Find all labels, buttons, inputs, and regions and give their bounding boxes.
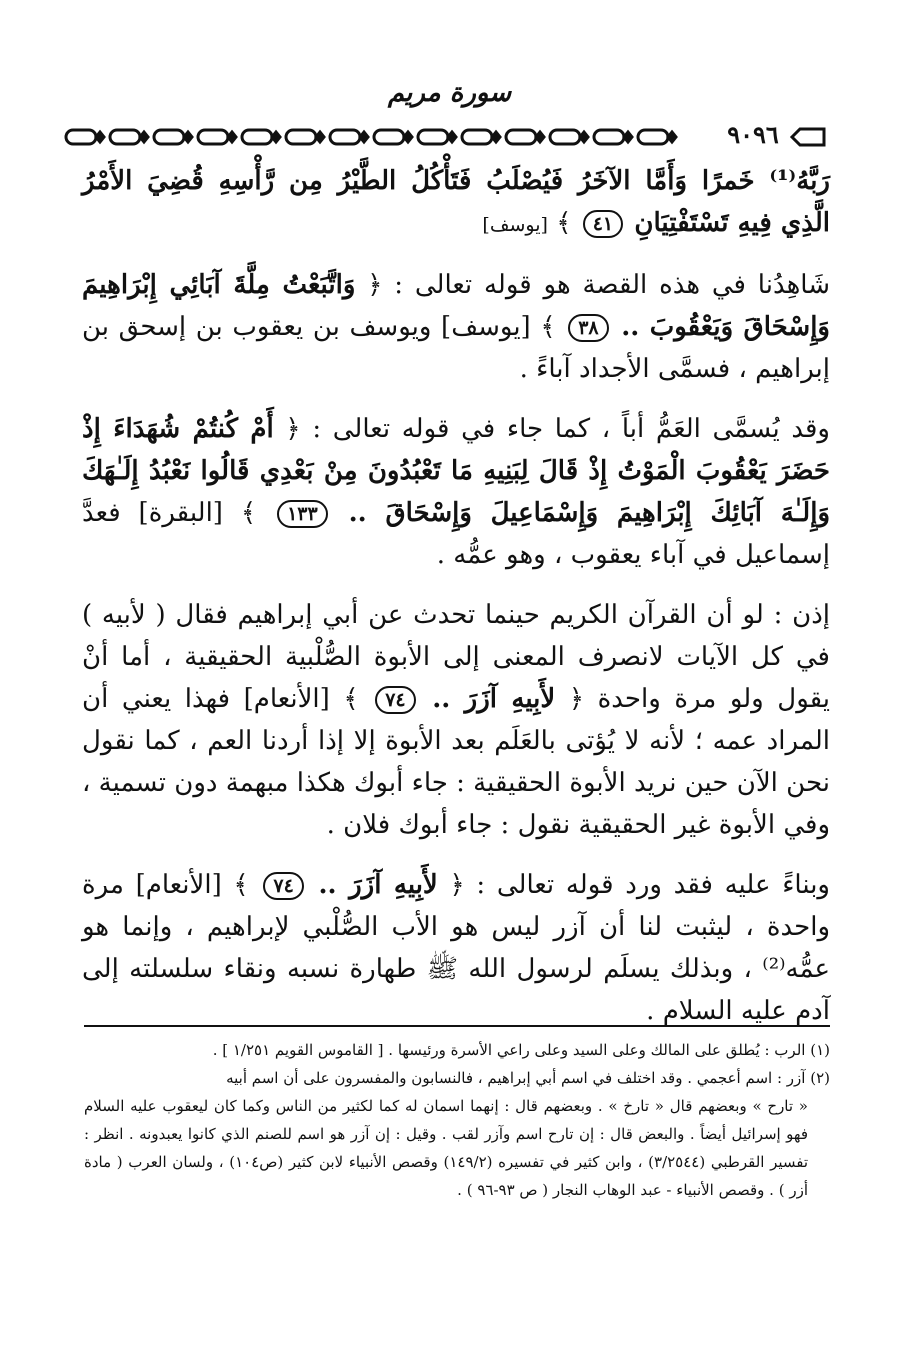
text-segment: شَاهِدُنا في هذه القصة هو قوله تعالى : ﴿ <box>367 270 831 300</box>
text-segment: إذن : لو أن القرآن الكريم حينما تحدث عن أبي إبراهيم فقال ( لأبيه ) في كل الآيات لانصرف المعنى إلى الأبوة الصُّلْبية الحقيقية ، أما أنْ يقول ولو مرة واحدة ﴿ <box>82 600 831 714</box>
chain-diamond <box>272 132 280 142</box>
text-segment: ﴾ [البقرة] فعدَّ إسماعيل في آباء يعقوب ، وهو عمُّه . <box>82 498 830 570</box>
ayah-number-badge: ٣٨ <box>568 314 608 342</box>
chain-link <box>638 130 668 144</box>
text-segment: ﴾ [الأنعام] مرة واحدة ، ليثبت لنا أن آزر ليس هو الأب الصُّلْبي لإبراهيم ، وإنما هو عمُّه⁽²⁾ ، وبذلك يسلَم لرسول الله ﷺ طهارة نسبه ونقاء سلسلته إلى آدم عليه السلام . <box>82 870 830 1026</box>
chain-link <box>462 130 492 144</box>
paragraph-2 <box>82 264 830 390</box>
chain-diamond <box>536 132 544 142</box>
chain-link <box>154 130 184 144</box>
chain-link <box>66 130 96 144</box>
chain-diamond <box>360 132 368 142</box>
chain-diamond <box>624 132 632 142</box>
footnotes <box>84 1036 830 1204</box>
chain-diamond <box>228 132 236 142</box>
page-number: ٩٠٩٦ <box>727 120 779 149</box>
chain-diamond <box>668 132 676 142</box>
footnote-1: (١) الرب : يُطلق على المالك وعلى السيد وعلى راعي الأسرة ورئيسها . [ القاموس القويم ١/٢٥١ ] . <box>212 1041 830 1059</box>
chain-link <box>550 130 580 144</box>
paragraph-3 <box>82 408 830 576</box>
chain-diamond <box>96 132 104 142</box>
chain-link <box>286 130 316 144</box>
chain-link <box>594 130 624 144</box>
surah-reference: [يوسف] <box>482 214 548 236</box>
chain-link <box>506 130 536 144</box>
chain-diamond <box>316 132 324 142</box>
chain-diamond <box>140 132 148 142</box>
text-segment: وقد يُسمَّى العَمُّ أباً ، كما جاء في قوله تعالى : ﴿ <box>285 414 830 444</box>
chain-link <box>374 130 404 144</box>
ayah-number-badge: ٤١ <box>583 210 623 238</box>
text-segment: ﴾ [الأنعام] فهذا يعني أن المراد عمه ؛ لأنه لا يُؤتى بالعَلَم بعد الأبوة إلا إذا أردنا العم ، كما نقول نحن الآن حين نريد الأبوة الحقيقية : جاء أبوك هكذا مبهمة دون تسمية ، وفي الأبوة غير الحقيقية نقول : جاء أبوك فلان . <box>82 684 830 840</box>
paragraph-1: رَبَّهُ⁽¹⁾ خَمرًا وَأَمَّا الآخَرُ فَيُصْلَبُ فَتَأْكُلُ الطَّيْرُ مِن رَّأْسِهِ قُضِيَ الأَمْرُ الَّذِي فِيهِ تَسْتَفْتِيَانِ ٤١ ﴾ [يوسف] <box>82 166 830 238</box>
ayah-number-badge: ١٣٣ <box>277 500 328 528</box>
quran-verse: وَاتَّبَعْتُ مِلَّةَ آبَائِي إِبْرَاهِيمَ وَإِسْحَاقَ وَيَعْقُوبَ .. <box>82 270 830 342</box>
chain-link <box>242 130 272 144</box>
quran-verse: أَمْ كُنتُمْ شُهَدَاءَ إِذْ حَضَرَ يَعْقُوبَ الْمَوْتُ إِذْ قَالَ لِبَنِيهِ مَا تَعْبُدُونَ مِنْ بَعْدِي قَالُوا نَعْبُدُ إِلَـٰهَكَ وَإِلَـٰهَ آبَائِكَ إِبْرَاهِيمَ وَإِسْمَاعِيلَ وَإِسْحَاقَ .. <box>82 414 831 528</box>
quran-verse: رَبَّهُ⁽¹⁾ خَمرًا وَأَمَّا الآخَرُ فَيُصْلَبُ فَتَأْكُلُ الطَّيْرُ مِن رَّأْسِهِ قُضِيَ الأَمْرُ الَّذِي فِيهِ تَسْتَفْتِيَانِ <box>82 166 830 238</box>
ayah-number-badge: ٧٤ <box>263 872 303 900</box>
chain-link <box>110 130 140 144</box>
main-text <box>82 160 830 1050</box>
chain-diamond <box>404 132 412 142</box>
text-segment: ﴾ [يوسف] ويوسف بن يعقوب بن إسحق بن إبراهيم ، فسمَّى الأجداد آباءً . <box>82 312 830 384</box>
chain-diamond <box>492 132 500 142</box>
footnote-divider <box>84 1025 830 1027</box>
chain-link <box>330 130 360 144</box>
text-segment: وبناءً عليه فقد ورد قوله تعالى : ﴿ <box>449 870 830 900</box>
chain-diamond <box>448 132 456 142</box>
quran-verse: لأَبِيهِ آزَرَ .. <box>318 870 438 900</box>
footnote-2-continued: « تارح » وبعضهم قال « تارخ » . وبعضهم قال : إنهما اسمان له كما لكثير من الناس وكما كان ليعقوب عليه السلام فهو إسرائيل أيضاً . والبعض قال : إن تارح اسم وآزر لقب . وقيل : إن آزر هو اسم للصنم الذي كانوا يعبدونه . انظر : تفسير القرطبي (٣/٢٥٤٤) ، وابن كثير في تفسيره (١٤٩/٢) وقصص الأنبياء لابن كثير (ص١٠٤) ، ولسان العرب ( مادة أزر ) . وقصص الأنبياء - عبد الوهاب النجار ( ص ٩٣-٩٦ ) . <box>84 1097 809 1199</box>
paragraph-5 <box>82 864 830 1032</box>
decorative-end-ornament <box>790 126 826 148</box>
ayah-number-badge: ٧٤ <box>375 686 415 714</box>
chain-diamond <box>580 132 588 142</box>
paragraph-4 <box>82 594 830 846</box>
chain-link <box>198 130 228 144</box>
footnote-2: (٢) آزر : اسم أعجمي . وقد اختلف في اسم أبي إبراهيم ، فالنسابون والمفسرون على أن اسم أبيه <box>226 1069 830 1087</box>
surah-title: سورة مريم <box>387 78 512 108</box>
chain-diamond <box>184 132 192 142</box>
quran-verse: لأَبِيهِ آزَرَ .. <box>432 684 556 714</box>
chain-link <box>418 130 448 144</box>
decorative-chain-border <box>60 126 710 148</box>
